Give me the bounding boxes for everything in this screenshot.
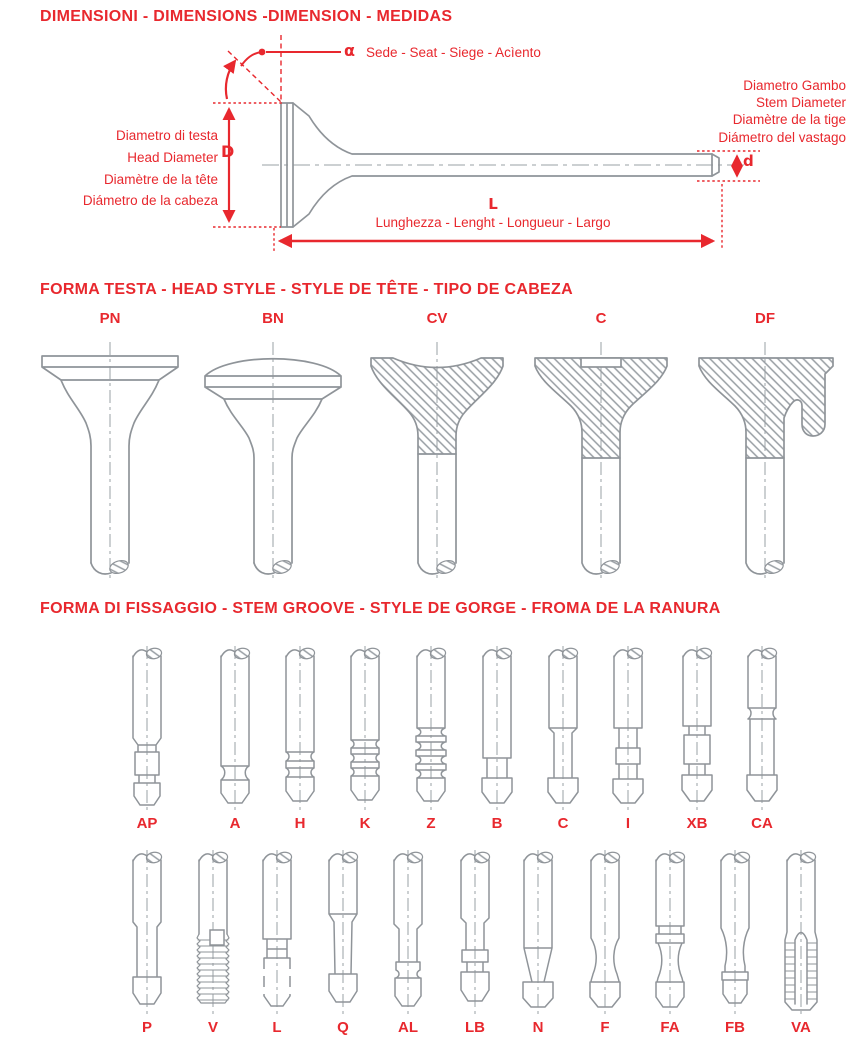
stem-groove-label-xb: XB bbox=[686, 815, 708, 832]
head-style-label-bn: BN bbox=[262, 310, 284, 327]
section-title-stem-groove: FORMA DI FISSAGGIO - STEM GROOVE - STYLE DE GORGE - FROMA DE LA RANURA bbox=[40, 600, 721, 617]
head-style-drawing-pn bbox=[28, 336, 192, 586]
stem-groove-drawing-z bbox=[398, 642, 464, 812]
stem-groove-label-b: B bbox=[491, 815, 503, 832]
stem-groove-drawing-l bbox=[244, 846, 310, 1016]
stem-groove-label-f: F bbox=[600, 1019, 610, 1036]
head-diameter-line-fr: Diamètre de la tête bbox=[103, 171, 218, 187]
stem-groove-drawing-fb bbox=[702, 846, 768, 1016]
seat-label: Sede - Seat - Siege - Acìento bbox=[366, 45, 541, 60]
valve-head-face bbox=[281, 103, 293, 227]
head-style-label-cv: CV bbox=[426, 310, 448, 327]
stem-groove-drawing-va bbox=[768, 846, 834, 1016]
stem-groove-label-z: Z bbox=[426, 815, 436, 832]
head-diameter-line-it: Diametro di testa bbox=[115, 128, 218, 143]
stem-groove-drawing-k bbox=[332, 642, 398, 812]
stem-groove-label-ca: CA bbox=[751, 815, 773, 832]
head-diameter-symbol: D bbox=[221, 142, 235, 161]
stem-diameter-label bbox=[634, 77, 846, 146]
stem-groove-label-q: Q bbox=[337, 1019, 349, 1036]
head-diameter-line-es: Diámetro de la cabeza bbox=[82, 193, 218, 209]
stem-groove-drawing-q bbox=[310, 846, 376, 1016]
stem-groove-label-i: I bbox=[625, 815, 631, 832]
stem-diameter-line-fr: Diamètre de la tige bbox=[732, 112, 846, 128]
stem-groove-drawing-a bbox=[202, 642, 268, 812]
stem-groove-label-p: P bbox=[141, 1019, 152, 1036]
seat-diagonal-dashed-line bbox=[228, 51, 281, 102]
stem-groove-label-lb: LB bbox=[465, 1019, 485, 1036]
stem-groove-label-a: A bbox=[229, 815, 241, 832]
stem-groove-label-h: H bbox=[294, 815, 306, 832]
stem-groove-label-v: V bbox=[207, 1019, 218, 1036]
seat-angle-arc bbox=[226, 61, 235, 99]
stem-groove-label-k: K bbox=[359, 815, 371, 832]
stem-diameter-line-es: Diámetro del vastago bbox=[718, 129, 846, 145]
stem-groove-label-fa: FA bbox=[660, 1019, 680, 1036]
head-diameter-label bbox=[6, 125, 218, 212]
head-diameter-line-en: Head Diameter bbox=[127, 149, 218, 165]
stem-groove-drawing-b bbox=[464, 642, 530, 812]
section-title-head-style: FORMA TESTA - HEAD STYLE - STYLE DE TÊTE - TIPO DE CABEZA bbox=[40, 281, 573, 298]
stem-groove-drawing-p bbox=[114, 846, 180, 1016]
stem-groove-drawing-ap bbox=[114, 642, 180, 812]
valve-stem-tip bbox=[712, 154, 719, 176]
head-style-drawing-cv bbox=[355, 336, 519, 586]
head-style-drawing-bn bbox=[191, 336, 355, 586]
stem-groove-drawing-fa bbox=[637, 846, 703, 1016]
stem-groove-label-va: VA bbox=[791, 1019, 811, 1036]
stem-groove-drawing-h bbox=[267, 642, 333, 812]
section-title-dimensions: DIMENSIONI - DIMENSIONS -DIMENSION - MEDIDAS bbox=[40, 8, 453, 25]
stem-groove-drawing-ca bbox=[729, 642, 795, 812]
stem-groove-drawing-i bbox=[595, 642, 661, 812]
stem-groove-label-fb: FB bbox=[725, 1019, 745, 1036]
stem-groove-drawing-v bbox=[180, 846, 246, 1016]
stem-groove-label-al: AL bbox=[398, 1019, 418, 1036]
stem-groove-label-l: L bbox=[272, 1019, 282, 1036]
stem-groove-drawing-lb bbox=[442, 846, 508, 1016]
seat-leader-curve bbox=[241, 52, 262, 66]
stem-groove-drawing-al bbox=[375, 846, 441, 1016]
head-style-drawing-df bbox=[683, 336, 847, 586]
stem-groove-drawing-f bbox=[572, 846, 638, 1016]
stem-groove-label-ap: AP bbox=[136, 815, 158, 832]
head-style-drawing-c bbox=[519, 336, 683, 586]
length-label: Lunghezza - Lenght - Longueur - Largo bbox=[375, 215, 611, 230]
length-symbol: L bbox=[488, 195, 498, 213]
head-style-label-df: DF bbox=[755, 310, 775, 327]
stem-diameter-line-en: Stem Diameter bbox=[755, 95, 846, 111]
stem-groove-drawing-xb bbox=[664, 642, 730, 812]
head-style-label-c: C bbox=[595, 310, 607, 327]
stem-groove-drawing-c bbox=[530, 642, 596, 812]
stem-groove-drawing-n bbox=[505, 846, 571, 1016]
head-style-label-pn: PN bbox=[99, 310, 121, 327]
stem-groove-label-c: C bbox=[557, 815, 569, 832]
angle-symbol: α bbox=[344, 41, 355, 60]
stem-diameter-symbol: d bbox=[743, 152, 754, 170]
stem-diameter-line-it: Diametro Gambo bbox=[743, 78, 846, 93]
stem-groove-label-n: N bbox=[532, 1019, 544, 1036]
